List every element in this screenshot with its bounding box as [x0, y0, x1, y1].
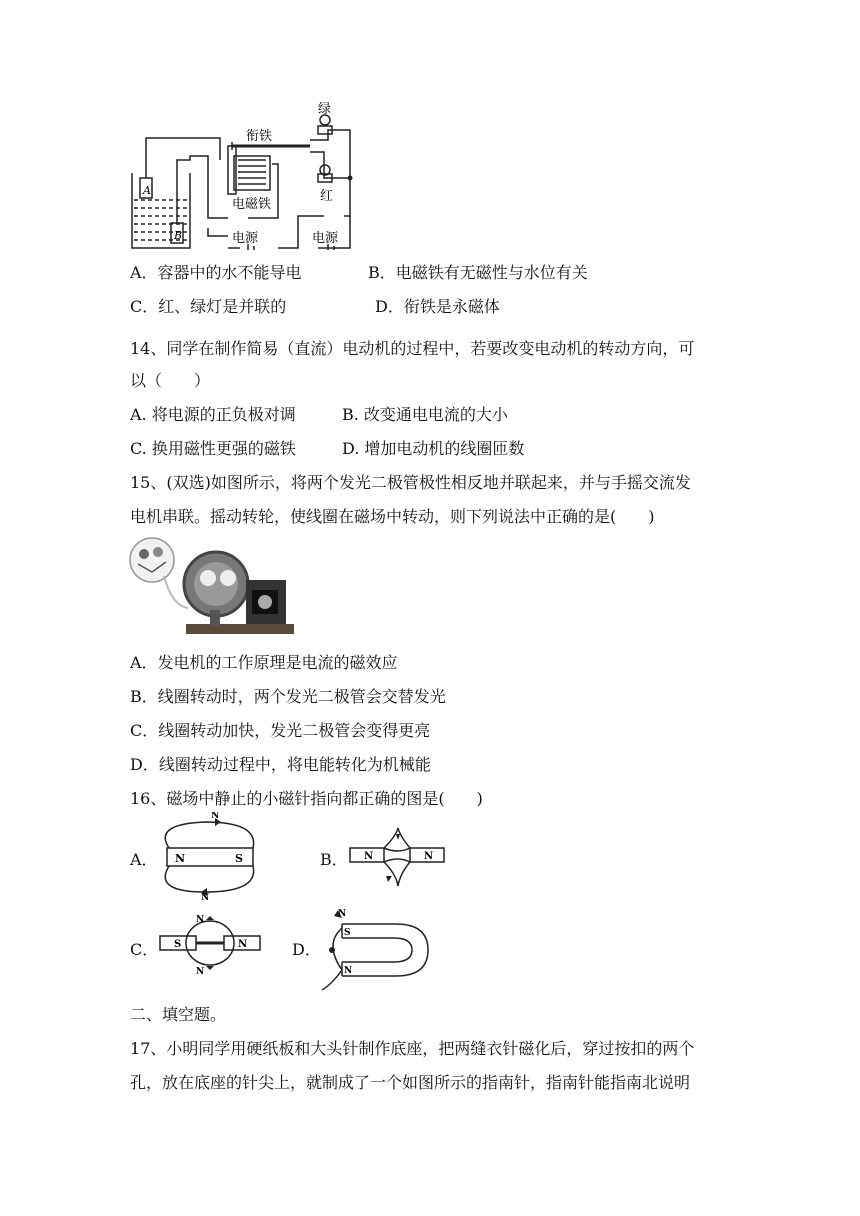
q14-option-d: D. 增加电动机的线圈匝数 — [342, 439, 525, 458]
generator-photo — [128, 536, 298, 640]
q14-option-a: A. 将电源的正负极对调 — [130, 405, 296, 424]
label-a: A — [143, 184, 151, 197]
q17-stem-line-2: 孔，放在底座的针尖上，就制成了一个如图所示的指南针，指南针能指南北说明 — [130, 1073, 691, 1092]
q16-figure-a — [155, 812, 265, 900]
q14-option-c: C. 换用磁性更强的磁铁 — [130, 439, 296, 458]
label-electromagnet: 电磁铁 — [232, 197, 272, 212]
needle-n: N — [201, 893, 210, 900]
q15-stem-line-1: 15、(双选)如图所示，将两个发光二极管极性相反地并联起来，并与手摇交流发 — [130, 473, 691, 492]
needle-n: N — [196, 967, 205, 976]
needle-n: N — [196, 915, 205, 925]
pole-s: S — [235, 852, 243, 865]
label-power-1: 电源 — [232, 231, 259, 246]
q15-option-c: C．线圈转动加快，发光二极管会变得更亮 — [130, 721, 431, 740]
pole-n: N — [238, 939, 248, 950]
pole-n: N — [175, 852, 186, 865]
relay-circuit-figure — [128, 98, 360, 250]
q13-option-c: C．红、绿灯是并联的 — [130, 297, 287, 316]
label-b: B — [174, 229, 183, 242]
pole-n: N — [344, 966, 353, 976]
label-armature: 衔铁 — [246, 129, 273, 144]
q16-option-b-label: B． — [320, 850, 348, 869]
q15-stem-line-2: 电机串联。摇动转轮，使线圈在磁场中转动，则下列说法中正确的是( ) — [130, 507, 655, 526]
pole-s: S — [174, 939, 182, 950]
q16-figure-d — [318, 904, 438, 992]
pole-s: S — [344, 928, 351, 938]
q16-figure-c — [158, 910, 262, 976]
q16-option-d-label: D． — [292, 940, 321, 959]
q14-option-b: B. 改变通电电流的大小 — [342, 405, 508, 424]
q14-stem-line-1: 14、同学在制作简易（直流）电动机的过程中，若要改变电动机的转动方向，可 — [130, 339, 695, 358]
label-green: 绿 — [318, 102, 332, 117]
q14-stem-line-2: 以（ ） — [130, 371, 211, 390]
q16-stem: 16、磁场中静止的小磁针指向都正确的图是( ) — [130, 789, 483, 808]
q15-option-a: A．发电机的工作原理是电流的磁效应 — [130, 653, 398, 672]
section-title-fill-in: 二、填空题。 — [130, 1005, 227, 1024]
q16-option-c-label: C． — [130, 940, 159, 959]
q13-option-b: B．电磁铁有无磁性与水位有关 — [368, 263, 588, 282]
label-power-2: 电源 — [312, 231, 339, 246]
pole-n: N — [364, 851, 374, 862]
q15-option-d: D．线圈转动过程中，将电能转化为机械能 — [130, 755, 431, 774]
q13-option-a: A．容器中的水不能导电 — [130, 263, 302, 282]
needle-n: N — [211, 812, 220, 821]
q16-figure-b — [348, 826, 448, 890]
pole-n: N — [424, 851, 434, 862]
needle-n: N — [338, 909, 347, 919]
q16-option-a-label: A． — [130, 850, 158, 869]
q17-stem-line-1: 17、小明同学用硬纸板和大头针制作底座，把两缝衣针磁化后，穿过按扣的两个 — [130, 1039, 695, 1058]
q13-option-d: D．衔铁是永磁体 — [375, 297, 500, 316]
label-red: 红 — [320, 189, 334, 204]
q15-option-b: B．线圈转动时，两个发光二极管会交替发光 — [130, 687, 446, 706]
